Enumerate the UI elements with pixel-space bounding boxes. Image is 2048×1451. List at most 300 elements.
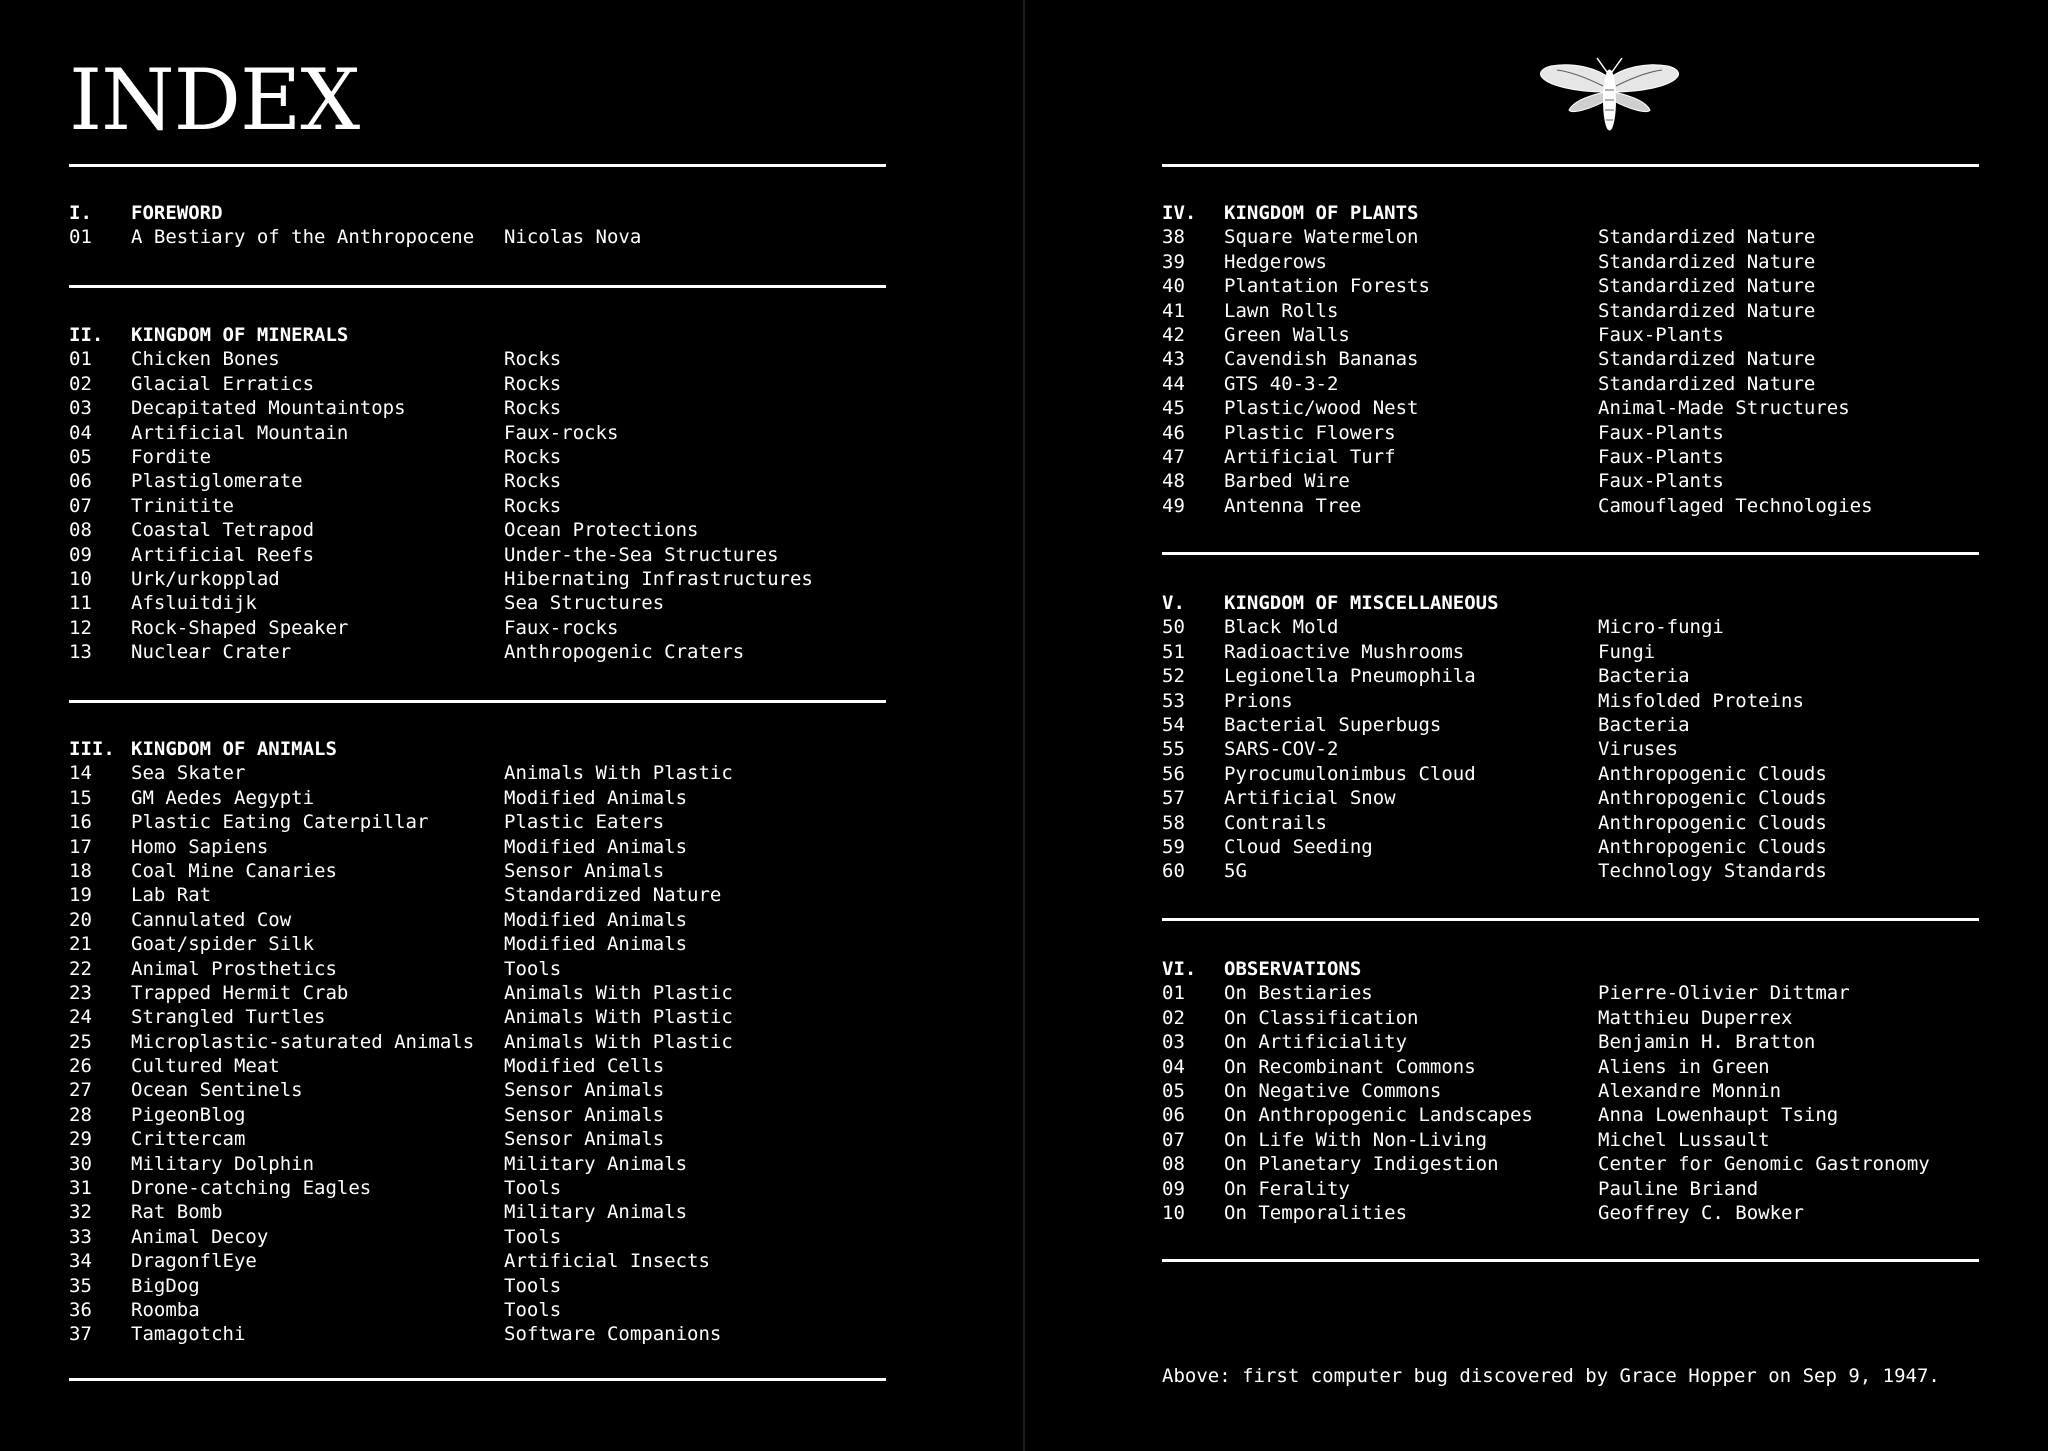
entry-category: Ocean Protections: [504, 519, 699, 542]
index-entry: [1162, 786, 1827, 810]
entry-number: 46: [1162, 421, 1185, 444]
entry-number: 29: [69, 1128, 92, 1151]
index-entry: [69, 835, 733, 859]
index-entry: [69, 786, 733, 810]
index-entry: [1162, 664, 1827, 688]
entry-category: Sea Structures: [504, 592, 665, 615]
section-title: KINGDOM OF ANIMALS: [131, 738, 337, 760]
entry-number: 43: [1162, 348, 1185, 371]
entry-title: GTS 40-3-2: [1224, 372, 1339, 395]
entry-title: Microplastic-saturated Animals: [131, 1030, 475, 1053]
entry-number: 15: [69, 786, 92, 809]
entry-title: Rock-Shaped Speaker: [131, 616, 349, 639]
entry-number: 10: [69, 567, 92, 590]
entry-title: On Classification: [1224, 1006, 1419, 1029]
index-entry: [69, 1298, 733, 1322]
index-entry: [1162, 1201, 1930, 1225]
index-entry: [69, 1249, 733, 1273]
entry-number: 10: [1162, 1201, 1185, 1224]
entry-number: 38: [1162, 226, 1185, 249]
entry-number: 52: [1162, 665, 1185, 688]
index-entry: [69, 640, 813, 664]
index-entry: [1162, 1030, 1930, 1054]
entry-title: DragonflEye: [131, 1250, 257, 1273]
entry-title: Cloud Seeding: [1224, 835, 1373, 858]
section-kingdom-of-miscellaneous: [1162, 591, 1827, 884]
index-entry: [69, 981, 733, 1005]
entry-title: Plastic/wood Nest: [1224, 397, 1419, 420]
index-entry: [69, 1152, 733, 1176]
entry-category: Faux-Plants: [1598, 323, 1724, 346]
section-heading: [1162, 957, 1930, 981]
entry-title: Artificial Snow: [1224, 787, 1396, 810]
index-entry: [69, 616, 813, 640]
index-entry: [69, 1078, 733, 1102]
entry-category: Sensor Animals: [504, 1103, 665, 1126]
index-entry: [69, 396, 813, 420]
entry-number: 28: [69, 1103, 92, 1126]
entry-category: Plastic Eaters: [504, 811, 665, 834]
entry-title: Afsluitdijk: [131, 592, 257, 615]
entry-category: Pierre-Olivier Dittmar: [1598, 982, 1850, 1005]
entry-category: Standardized Nature: [1598, 348, 1816, 371]
divider: [69, 285, 886, 288]
entry-title: Goat/spider Silk: [131, 933, 315, 956]
entry-number: 14: [69, 762, 92, 785]
entry-title: PigeonBlog: [131, 1103, 246, 1126]
entry-category: Fungi: [1598, 640, 1656, 663]
index-entry: [1162, 1055, 1930, 1079]
entry-title: Chicken Bones: [131, 348, 280, 371]
entry-number: 11: [69, 592, 92, 615]
index-entry: [69, 1322, 733, 1346]
entry-number: 37: [69, 1323, 92, 1346]
entry-category: Tools: [504, 1298, 562, 1321]
entry-number: 13: [69, 641, 92, 664]
index-entry: [69, 932, 733, 956]
index-entry: [1162, 835, 1827, 859]
index-entry: [1162, 1128, 1930, 1152]
entry-number: 54: [1162, 713, 1185, 736]
entry-category: Artificial Insects: [504, 1250, 710, 1273]
index-entry: [69, 1200, 733, 1224]
page-title: INDEX: [69, 51, 360, 149]
entry-title: On Planetary Indigestion: [1224, 1153, 1499, 1176]
entry-number: 45: [1162, 397, 1185, 420]
entry-category: Benjamin H. Bratton: [1598, 1031, 1816, 1054]
entry-number: 53: [1162, 689, 1185, 712]
entry-number: 09: [1162, 1177, 1185, 1200]
entry-category: Tools: [504, 1225, 562, 1248]
entry-category: Anthropogenic Craters: [504, 641, 745, 664]
entry-number: 44: [1162, 372, 1185, 395]
entry-title: Ocean Sentinels: [131, 1079, 303, 1102]
entry-number: 05: [69, 445, 92, 468]
entry-title: Hedgerows: [1224, 250, 1327, 273]
entry-category: Michel Lussault: [1598, 1128, 1770, 1151]
section-numeral: II.: [69, 324, 104, 346]
entry-title: On Ferality: [1224, 1177, 1350, 1200]
section-numeral: VI.: [1162, 958, 1197, 980]
index-entry: [69, 883, 733, 907]
section-heading: [1162, 591, 1827, 615]
entry-number: 56: [1162, 762, 1185, 785]
entry-category: Software Companions: [504, 1323, 722, 1346]
entry-category: Rocks: [504, 348, 562, 371]
entry-number: 18: [69, 859, 92, 882]
index-entry: [69, 859, 733, 883]
entry-title: Barbed Wire: [1224, 470, 1350, 493]
entry-category: Anna Lowenhaupt Tsing: [1598, 1104, 1839, 1127]
entry-number: 01: [69, 348, 92, 371]
entry-category: Bacteria: [1598, 713, 1690, 736]
divider: [1162, 164, 1979, 167]
entry-number: 02: [1162, 1006, 1185, 1029]
index-entry: [1162, 274, 1873, 298]
index-entry: [69, 908, 733, 932]
index-entry: [1162, 421, 1873, 445]
entry-category: Standardized Nature: [1598, 250, 1816, 273]
entry-category: Aliens in Green: [1598, 1055, 1770, 1078]
entry-number: 36: [69, 1298, 92, 1321]
index-entry: [1162, 981, 1930, 1005]
entry-category: Modified Animals: [504, 933, 688, 956]
index-entry: [69, 421, 813, 445]
entry-title: On Temporalities: [1224, 1201, 1408, 1224]
entry-category: Viruses: [1598, 738, 1679, 761]
entry-category: Anthropogenic Clouds: [1598, 835, 1827, 858]
entry-title: Nuclear Crater: [131, 641, 292, 664]
entry-title: Animal Prosthetics: [131, 957, 337, 980]
entry-category: Misfolded Proteins: [1598, 689, 1804, 712]
entry-title: Plastiglomerate: [131, 470, 303, 493]
section-numeral: V.: [1162, 592, 1185, 614]
entry-number: 58: [1162, 811, 1185, 834]
entry-category: Modified Animals: [504, 908, 688, 931]
index-entry: [1162, 762, 1827, 786]
entry-number: 21: [69, 933, 92, 956]
index-entry: [69, 1005, 733, 1029]
index-entry: [1162, 713, 1827, 737]
entry-title: 5G: [1224, 860, 1247, 883]
entry-number: 01: [69, 226, 92, 249]
index-entry: [1162, 250, 1873, 274]
entry-title: Roomba: [131, 1298, 200, 1321]
entry-title: Cultured Meat: [131, 1055, 280, 1078]
section-kingdom-of-minerals: [69, 323, 813, 664]
index-entry: [69, 1274, 733, 1298]
entry-number: 27: [69, 1079, 92, 1102]
index-entry: [69, 761, 733, 785]
entry-category: Alexandre Monnin: [1598, 1079, 1782, 1102]
index-entry: [69, 494, 813, 518]
entry-category: Anthropogenic Clouds: [1598, 811, 1827, 834]
entry-category: Center for Genomic Gastronomy: [1598, 1153, 1930, 1176]
entry-number: 60: [1162, 860, 1185, 883]
entry-category: Tools: [504, 957, 562, 980]
entry-title: Legionella Pneumophila: [1224, 665, 1476, 688]
moth-icon: [1537, 56, 1682, 140]
entry-number: 07: [1162, 1128, 1185, 1151]
index-entry: [1162, 1177, 1930, 1201]
entry-category: Anthropogenic Clouds: [1598, 762, 1827, 785]
entry-number: 04: [69, 421, 92, 444]
entry-title: Trinitite: [131, 494, 234, 517]
entry-title: Radioactive Mushrooms: [1224, 640, 1465, 663]
entry-number: 47: [1162, 445, 1185, 468]
entry-category: Rocks: [504, 470, 562, 493]
section-numeral: I.: [69, 202, 92, 224]
index-entry: [69, 1176, 733, 1200]
entry-category: Standardized Nature: [1598, 372, 1816, 395]
entry-number: 40: [1162, 275, 1185, 298]
entry-number: 08: [69, 519, 92, 542]
index-entry: [69, 1103, 733, 1127]
entry-category: Animals With Plastic: [504, 1030, 733, 1053]
entry-title: A Bestiary of the Anthropocene: [131, 226, 475, 249]
entry-title: Black Mold: [1224, 616, 1339, 639]
entry-category: Hibernating Infrastructures: [504, 567, 813, 590]
entry-title: Coastal Tetrapod: [131, 519, 315, 542]
section-foreword: [69, 201, 641, 250]
index-entry: [1162, 445, 1873, 469]
section-numeral: III.: [69, 738, 115, 760]
index-entry: [1162, 469, 1873, 493]
entry-title: Antenna Tree: [1224, 494, 1362, 517]
entry-number: 50: [1162, 616, 1185, 639]
section-heading: [69, 737, 733, 761]
section-title: OBSERVATIONS: [1224, 958, 1362, 980]
entry-title: Tamagotchi: [131, 1323, 246, 1346]
entry-category: Camouflaged Technologies: [1598, 494, 1873, 517]
entry-category: Modified Animals: [504, 835, 688, 858]
left-page: [0, 0, 1023, 1451]
entry-number: 16: [69, 811, 92, 834]
entry-title: Crittercam: [131, 1128, 246, 1151]
index-entry: [1162, 811, 1827, 835]
entry-category: Standardized Nature: [1598, 226, 1816, 249]
entry-category: Rocks: [504, 397, 562, 420]
entry-category: Animals With Plastic: [504, 762, 733, 785]
index-entry: [1162, 640, 1827, 664]
index-entry: [1162, 1006, 1930, 1030]
entry-number: 34: [69, 1250, 92, 1273]
section-kingdom-of-animals: [69, 737, 733, 1347]
entry-title: On Bestiaries: [1224, 982, 1373, 1005]
entry-number: 49: [1162, 494, 1185, 517]
entry-number: 12: [69, 616, 92, 639]
entry-number: 06: [69, 470, 92, 493]
index-entry: [69, 1054, 733, 1078]
entry-title: On Artificiality: [1224, 1031, 1408, 1054]
entry-category: Matthieu Duperrex: [1598, 1006, 1793, 1029]
entry-number: 51: [1162, 640, 1185, 663]
entry-title: SARS-COV-2: [1224, 738, 1339, 761]
entry-category: Under-the-Sea Structures: [504, 543, 779, 566]
index-entry: [1162, 737, 1827, 761]
entry-number: 35: [69, 1274, 92, 1297]
entry-title: Lawn Rolls: [1224, 299, 1339, 322]
entry-number: 22: [69, 957, 92, 980]
section-title: KINGDOM OF MINERALS: [131, 324, 349, 346]
entry-category: Rocks: [504, 494, 562, 517]
entry-title: Pyrocumulonimbus Cloud: [1224, 762, 1476, 785]
index-entry: [1162, 396, 1873, 420]
index-entry: [1162, 1152, 1930, 1176]
index-entry: [69, 1127, 733, 1151]
index-entry: [1162, 1079, 1930, 1103]
entry-number: 39: [1162, 250, 1185, 273]
entry-category: Faux-rocks: [504, 616, 619, 639]
divider: [1162, 1259, 1979, 1262]
entry-title: On Life With Non-Living: [1224, 1128, 1488, 1151]
entry-number: 03: [1162, 1031, 1185, 1054]
entry-title: Prions: [1224, 689, 1293, 712]
entry-title: On Negative Commons: [1224, 1079, 1442, 1102]
entry-number: 08: [1162, 1153, 1185, 1176]
divider: [69, 1378, 886, 1381]
entry-number: 07: [69, 494, 92, 517]
section-kingdom-of-plants: [1162, 201, 1873, 518]
entry-category: Faux-rocks: [504, 421, 619, 444]
entry-title: Drone-catching Eagles: [131, 1177, 372, 1200]
index-entry: [1162, 323, 1873, 347]
entry-category: Rocks: [504, 372, 562, 395]
entry-title: Green Walls: [1224, 323, 1350, 346]
section-heading: [1162, 201, 1873, 225]
entry-number: 05: [1162, 1079, 1185, 1102]
index-entry: [1162, 299, 1873, 323]
entry-category: Standardized Nature: [1598, 299, 1816, 322]
entry-category: Micro-fungi: [1598, 616, 1724, 639]
entry-number: 55: [1162, 738, 1185, 761]
section-heading: [69, 323, 813, 347]
entry-title: GM Aedes Aegypti: [131, 786, 315, 809]
entry-title: Plastic Flowers: [1224, 421, 1396, 444]
entry-category: Animal-Made Structures: [1598, 397, 1850, 420]
entry-title: Artificial Mountain: [131, 421, 349, 444]
entry-title: Rat Bomb: [131, 1201, 223, 1224]
entry-category: Geoffrey C. Bowker: [1598, 1201, 1804, 1224]
entry-number: 20: [69, 908, 92, 931]
index-entry: [69, 543, 813, 567]
index-entry: [69, 567, 813, 591]
entry-category: Military Animals: [504, 1152, 688, 1175]
entry-title: Artificial Reefs: [131, 543, 315, 566]
entry-title: Plastic Eating Caterpillar: [131, 811, 429, 834]
index-entry: [69, 957, 733, 981]
entry-number: 48: [1162, 470, 1185, 493]
entry-category: Standardized Nature: [504, 884, 722, 907]
entry-title: Strangled Turtles: [131, 1006, 326, 1029]
entry-title: Decapitated Mountaintops: [131, 397, 406, 420]
index-entry: [69, 591, 813, 615]
entry-category: Animals With Plastic: [504, 981, 733, 1004]
right-page: [1025, 0, 2048, 1451]
index-entry: [1162, 689, 1827, 713]
index-entry: [69, 347, 813, 371]
entry-category: Bacteria: [1598, 665, 1690, 688]
index-entry: [69, 518, 813, 542]
entry-number: 23: [69, 981, 92, 1004]
section-title: FOREWORD: [131, 202, 223, 224]
entry-number: 59: [1162, 835, 1185, 858]
entry-category: Faux-Plants: [1598, 445, 1724, 468]
entry-category: Modified Cells: [504, 1055, 665, 1078]
entry-title: Lab Rat: [131, 884, 212, 907]
section-observations: [1162, 957, 1930, 1225]
index-entry: [69, 469, 813, 493]
divider: [69, 164, 886, 167]
entry-number: 03: [69, 397, 92, 420]
entry-number: 57: [1162, 787, 1185, 810]
entry-category: Military Animals: [504, 1201, 688, 1224]
entry-category: Tools: [504, 1274, 562, 1297]
index-entry: [1162, 615, 1827, 639]
section-title: KINGDOM OF MISCELLANEOUS: [1224, 592, 1499, 614]
entry-number: 25: [69, 1030, 92, 1053]
entry-category: Pauline Briand: [1598, 1177, 1759, 1200]
index-entry: [69, 445, 813, 469]
entry-title: Animal Decoy: [131, 1225, 269, 1248]
entry-category: Animals With Plastic: [504, 1006, 733, 1029]
entry-category: Nicolas Nova: [504, 226, 642, 249]
index-entry: [1162, 859, 1827, 883]
entry-title: BigDog: [131, 1274, 200, 1297]
index-entry: [1162, 372, 1873, 396]
entry-title: Cannulated Cow: [131, 908, 292, 931]
index-entry: [1162, 494, 1873, 518]
entry-title: On Recombinant Commons: [1224, 1055, 1476, 1078]
entry-category: Sensor Animals: [504, 859, 665, 882]
entry-title: Contrails: [1224, 811, 1327, 834]
entry-category: Rocks: [504, 445, 562, 468]
entry-number: 42: [1162, 323, 1185, 346]
entry-number: 02: [69, 372, 92, 395]
entry-number: 09: [69, 543, 92, 566]
entry-category: Modified Animals: [504, 786, 688, 809]
divider: [1162, 918, 1979, 921]
entry-title: Cavendish Bananas: [1224, 348, 1419, 371]
entry-number: 26: [69, 1055, 92, 1078]
entry-title: On Anthropogenic Landscapes: [1224, 1104, 1533, 1127]
index-entry: [1162, 347, 1873, 371]
entry-category: Technology Standards: [1598, 860, 1827, 883]
entry-title: Bacterial Superbugs: [1224, 713, 1442, 736]
index-entry: [69, 372, 813, 396]
entry-category: Standardized Nature: [1598, 275, 1816, 298]
section-heading: [69, 201, 641, 225]
divider: [69, 700, 886, 703]
entry-number: 31: [69, 1177, 92, 1200]
index-entry: [1162, 225, 1873, 249]
entry-title: Trapped Hermit Crab: [131, 981, 349, 1004]
entry-number: 04: [1162, 1055, 1185, 1078]
entry-category: Tools: [504, 1177, 562, 1200]
entry-title: Urk/urkopplad: [131, 567, 280, 590]
entry-number: 33: [69, 1225, 92, 1248]
divider: [1162, 552, 1979, 555]
section-numeral: IV.: [1162, 202, 1197, 224]
entry-title: Square Watermelon: [1224, 226, 1419, 249]
entry-number: 30: [69, 1152, 92, 1175]
entry-category: Anthropogenic Clouds: [1598, 787, 1827, 810]
entry-title: Sea Skater: [131, 762, 246, 785]
entry-title: Artificial Turf: [1224, 445, 1396, 468]
index-entry: [1162, 1103, 1930, 1127]
entry-number: 19: [69, 884, 92, 907]
entry-title: Military Dolphin: [131, 1152, 315, 1175]
